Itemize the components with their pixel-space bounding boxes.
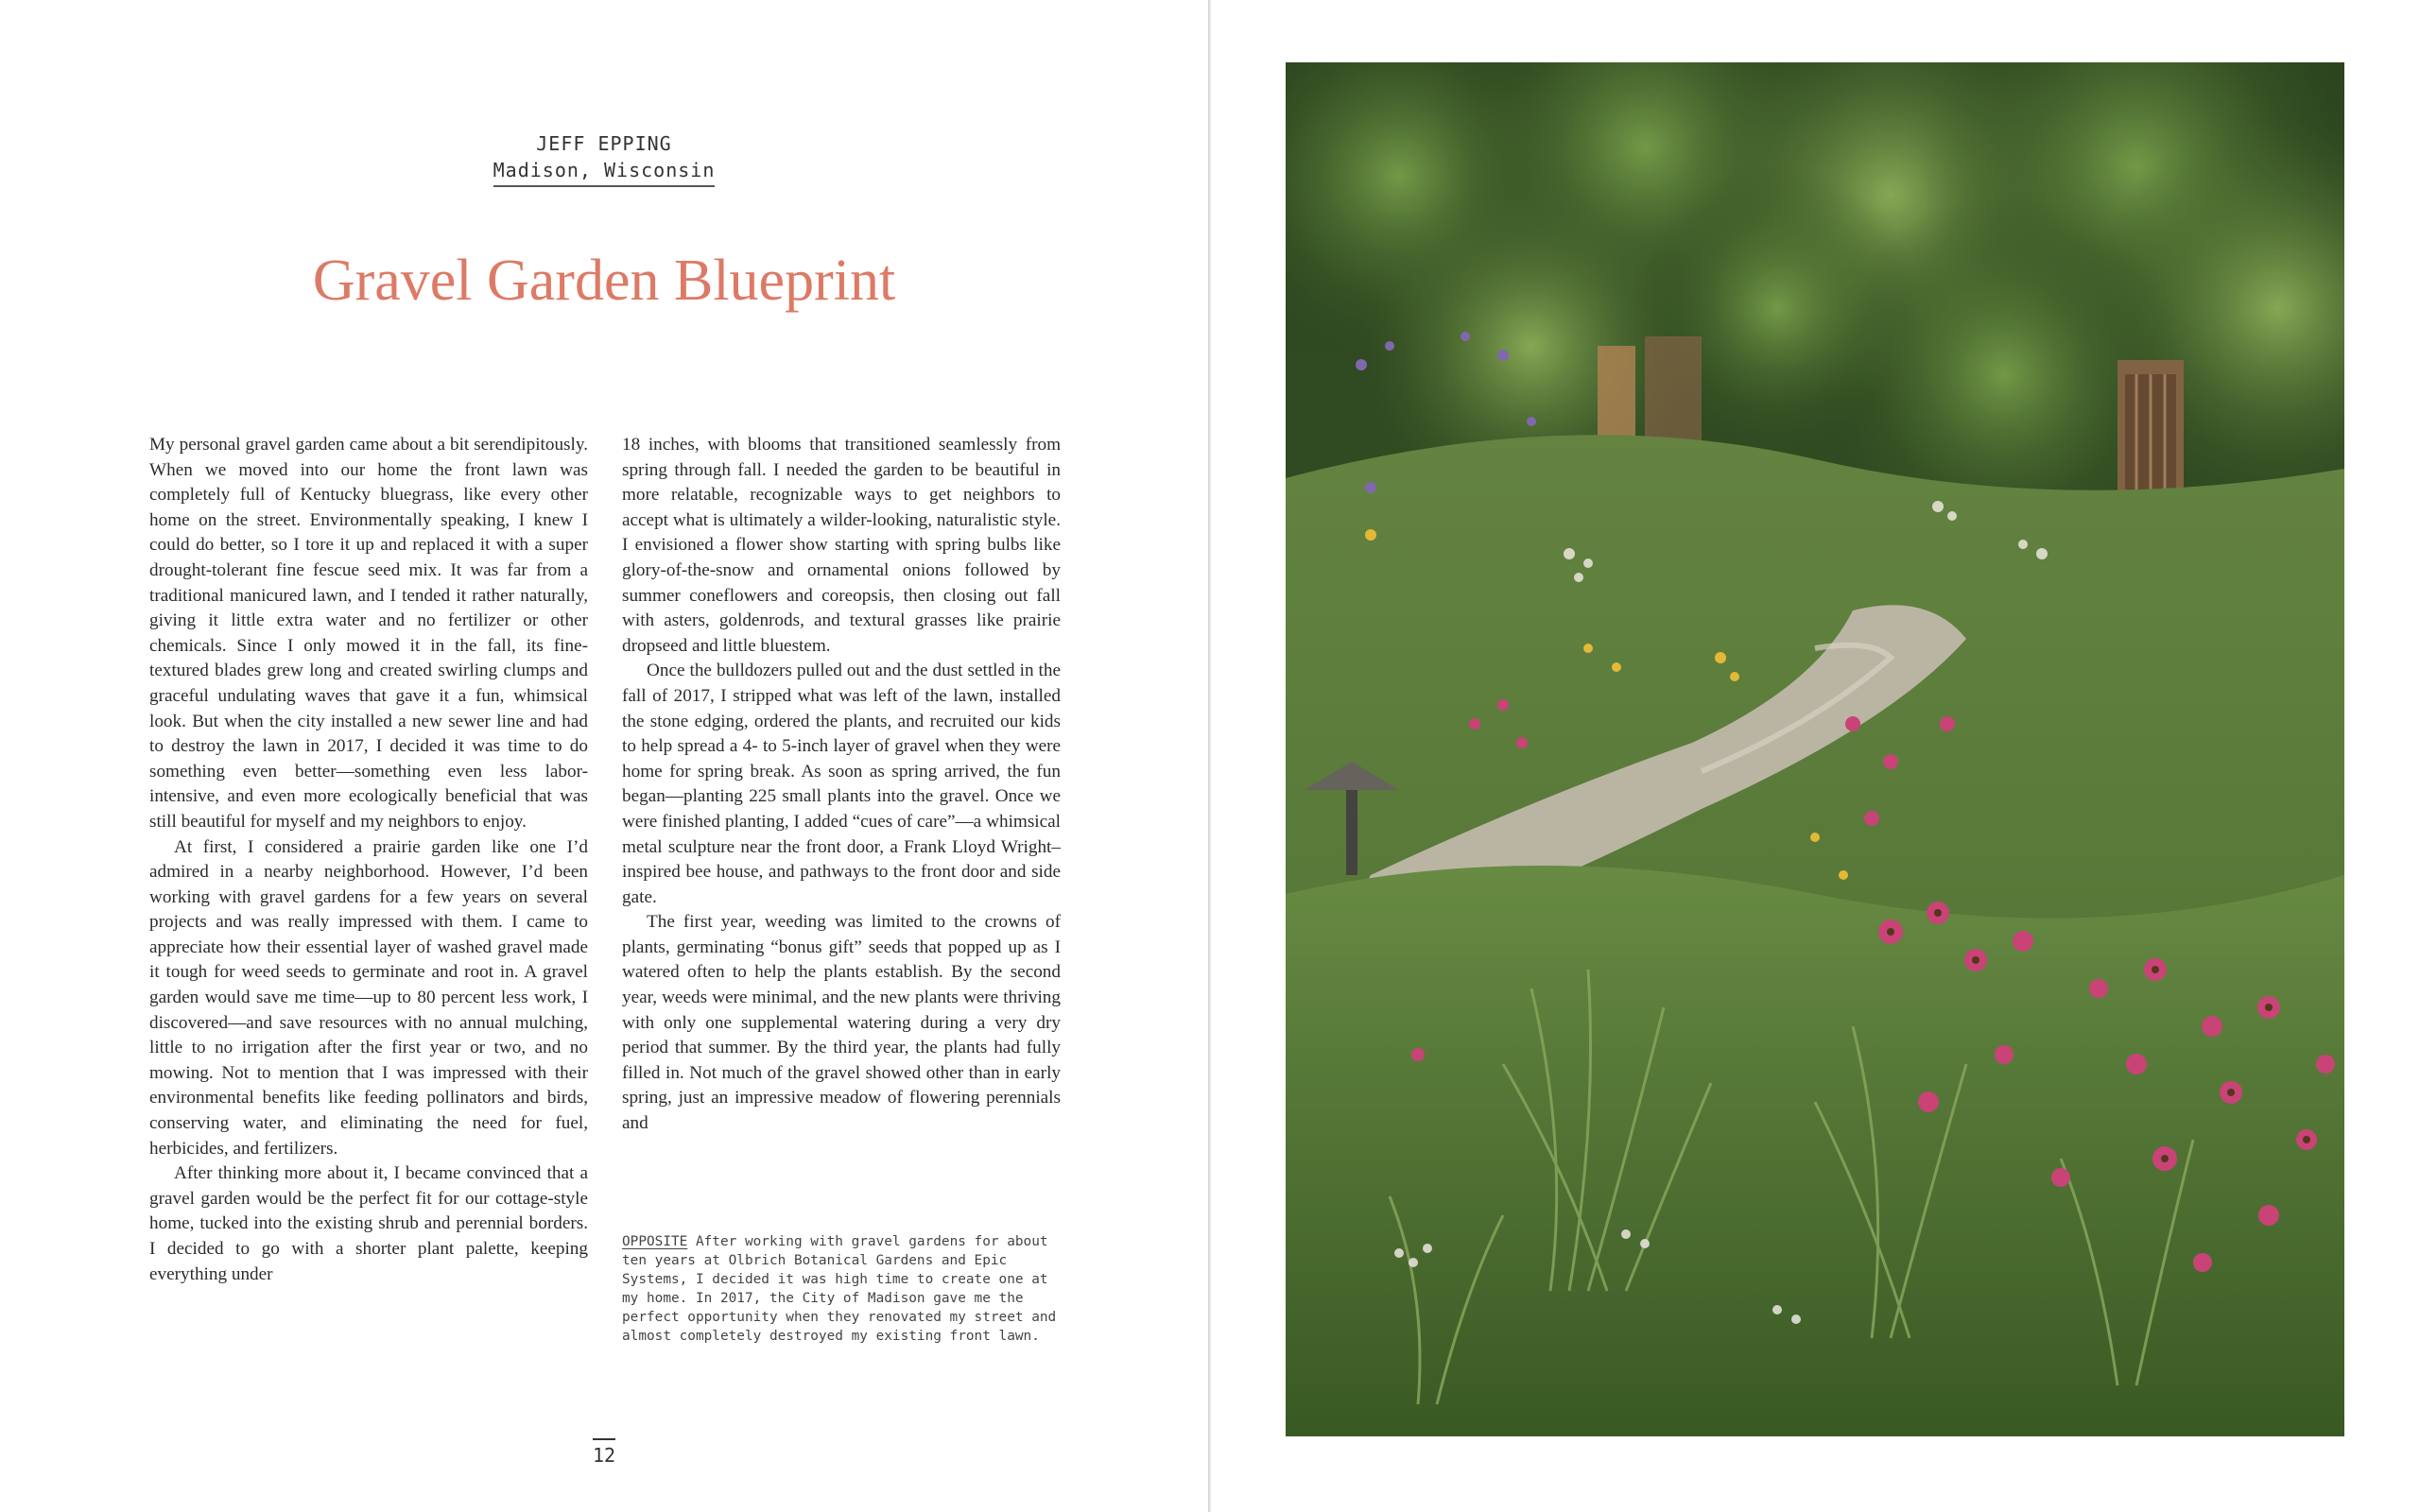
garden-photo-illustration [1286,62,2344,1436]
body-paragraph: After thinking more about it, I became convinced that a gravel garden would be the perfect fit for our cottage-style home, tucked into the existing shrub and perennial borders. I decided to go with a shorter plant palette, keeping everything under [149,1163,588,1284]
caption-text: After working with gravel gardens for about ten years at Olbrich Botanical Gardens and Epic Systems, I decided it was high time to create one at my home. In 2017, the City of Madison gave me the perfect opportunity when they renovated my street and almost completely destroyed my existing front lawn. [622,1234,1057,1344]
chapter-title: Gravel Garden Blueprint [312,249,896,313]
left-page [0,0,1208,1512]
garden-photo [1286,62,2344,1436]
photo-caption [622,1232,1057,1346]
body-column-2 [622,433,1061,1137]
body-paragraph: Once the bulldozers pulled out and the dust settled in the fall of 2017, I stripped what was left of the lawn, installed the stone edging, ordered the plants, and recruited our kids to help spread a 4- to 5-inch layer of gravel when they were home for spring break. As soon as spring arrived, the fun began—planting 225 small plants into the gravel. Once we were finished planting, I added “cues of care”—a whimsical metal sculpture near the front door, a Frank Lloyd Wright–inspired bee house, and pathways to the front door and side gate. [622,661,1061,907]
page-number [0,1438,1208,1467]
body-paragraph: 18 inches, with blooms that transitioned seamlessly from spring through fall. I needed the garden to be beautiful in more relatable, recognizable ways to get neighbors to accept what is ultimately a wilder-looking, naturalistic style. I envisioned a flower show starting with spring bulbs like glory-of-the-snow and ornamental onions followed by summer coneflowers and coreopsis, then closing out fall with asters, goldenrods, and textural grasses like prairie dropseed and little bluestem. [622,435,1061,656]
author-location: Madison, Wisconsin [493,157,716,187]
body-paragraph: My personal gravel garden came about a bit serendipitously. When we moved into our home the front lawn was completely full of Kentucky bluegrass, like every other home on the street. Environmentally speaking, I knew I could do better, so I tore it up and replaced it with a super drought-tolerant fine fescue seed mix. It was far from a traditional manicured lawn, and I tended it rather naturally, giving it little extra water and no fertilizer or other chemicals. Since I only mowed it in the fall, its fine-textured blades grew long and created swirling clumps and graceful undulating waves that gave it a fun, whimsical look. But when the city installed a new sewer line and had to destroy the lawn in 2017, I decided it was time to do something even better—something even less labor-intensive, and even more ecologically beneficial that was still beautiful for myself and my neighbors to enjoy. [149,435,588,832]
caption-label: OPPOSITE [622,1234,688,1249]
author-block [0,130,1208,187]
page-number-text: 12 [593,1438,615,1467]
body-paragraph: At first, I considered a prairie garden like one I’d admired in a nearby neighborhood. However, I’d been working with gravel gardens for a few years on several projects and was really impressed with them. I came to appreciate how their essential layer of washed gravel made it tough for weed seeds to germinate and root in. A gravel garden would save me time—up to 80 percent less work, I discovered—and save resources with no annual mulching, little to no irrigation after the first year or two, and no mowing. Not to mention that I was impressed with their environmental benefits like feeding pollinators and birds, conserving water, and eliminating the need for fuel, herbicides, and fertilizers. [149,836,588,1159]
body-paragraph: The first year, weeding was limited to the crowns of plants, germinating “bonus gift” seeds that popped up as I watered often to help the plants establish. By the second year, weeds were minimal, and the new plants were thriving with only one supplemental watering during a very dry period that summer. By the third year, the plants had fully filled in. Not much of the gravel showed other than in early spring, just an impressive meadow of flowering perennials and [622,912,1061,1134]
author-name: JEFF EPPING [536,132,672,155]
body-column-1 [149,433,588,1287]
